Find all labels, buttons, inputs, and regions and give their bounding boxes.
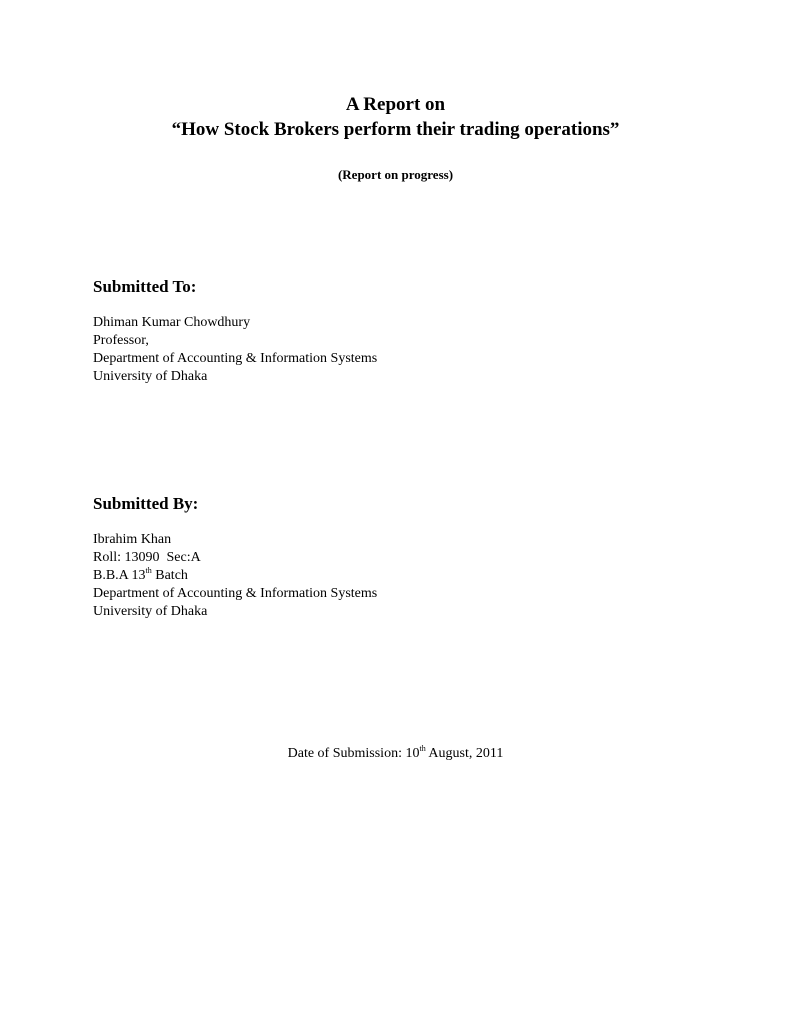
author-university: University of Dhaka — [93, 604, 208, 619]
date-suffix: August, 2011 — [425, 746, 504, 761]
recipient-department: Department of Accounting & Information Systems — [93, 351, 378, 366]
date-prefix: Date of Submission: 10 — [287, 746, 420, 761]
author-roll: Roll: 13090 Sec:A — [93, 550, 201, 565]
report-subtitle: (Report on progress) — [337, 167, 454, 182]
batch-superscript: th — [145, 566, 152, 575]
recipient-designation: Professor, — [93, 333, 149, 348]
submitted-by-heading: Submitted By: — [93, 494, 199, 513]
author-batch — [93, 567, 377, 585]
submission-date — [0, 745, 791, 763]
batch-suffix: Batch — [151, 568, 188, 583]
recipient-name: Dhiman Kumar Chowdhury — [93, 315, 251, 330]
recipient-university: University of Dhaka — [93, 369, 208, 384]
submitted-by-details — [93, 531, 377, 621]
title-line-1: A Report on — [345, 94, 446, 115]
submitted-to-details — [93, 314, 377, 386]
author-name: Ibrahim Khan — [93, 532, 172, 547]
title-line-2: “How Stock Brokers perform their trading operations” — [171, 119, 620, 140]
date-superscript: th — [419, 744, 426, 753]
author-department: Department of Accounting & Information Systems — [93, 586, 378, 601]
batch-prefix: B.B.A 13 — [93, 568, 146, 583]
submitted-to-heading: Submitted To: — [93, 277, 197, 296]
